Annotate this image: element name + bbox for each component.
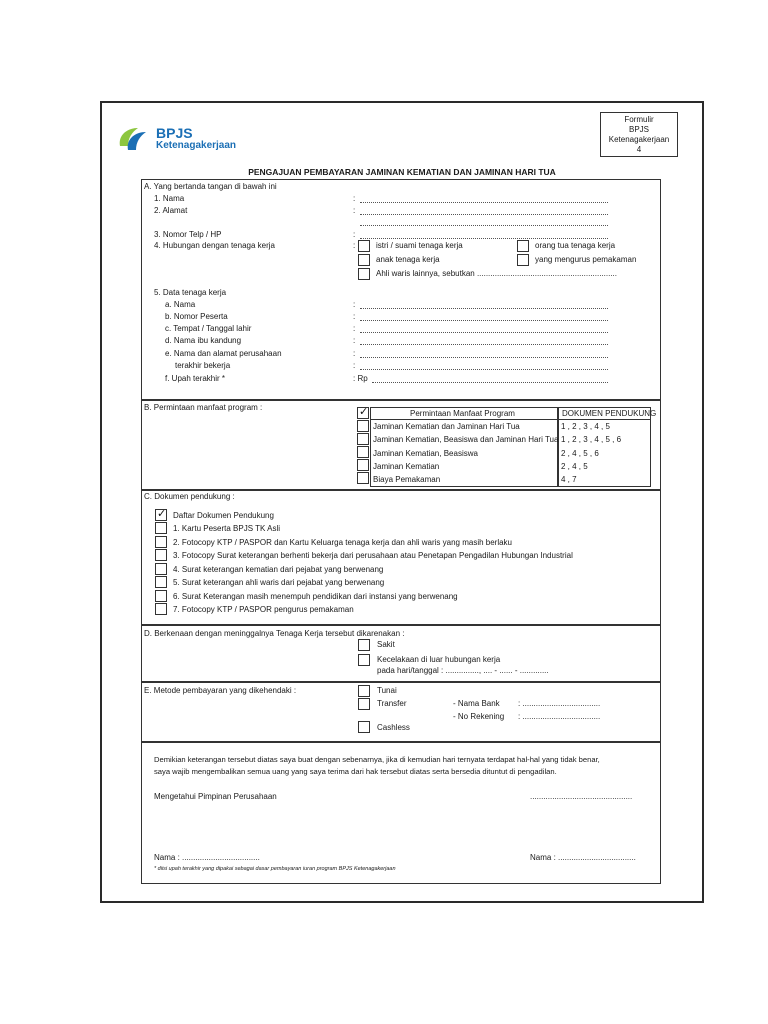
checkbox-doc-7[interactable]: [155, 603, 167, 615]
checkbox-doc-4[interactable]: [155, 563, 167, 575]
checkbox-istri[interactable]: [358, 240, 370, 252]
label-data-tenaga-kerja: 5. Data tenaga kerja: [154, 288, 227, 297]
logo-word: BPJS: [156, 125, 193, 141]
doc-item: 5. Surat keterangan ahli waris dari pejabat yang berwenang: [173, 578, 385, 587]
input-tk-nama[interactable]: [360, 308, 608, 309]
doc-item: 3. Fotocopy Surat keterangan berhenti bekerja dari perusahaan atau Penetapan Pengadilan Hubungan Industrial: [173, 551, 573, 560]
input-alamat-2[interactable]: [360, 225, 608, 226]
option-orang-tua: orang tua tenaga kerja: [535, 241, 616, 250]
checkbox-cashless[interactable]: [358, 721, 370, 733]
label-tk-ibu: d. Nama ibu kandung: [165, 336, 242, 345]
label-telp: 3. Nomor Telp / HP: [154, 230, 222, 239]
checkbox-program-5[interactable]: [357, 472, 369, 484]
label-hubungan: 4. Hubungan dengan tenaga kerja: [154, 241, 275, 250]
section-a-heading: A. Yang bertanda tangan di bawah ini: [144, 182, 277, 191]
section-d-heading: D. Berkenaan dengan meninggalnya Tenaga Kerja tersebut dikarenakan :: [144, 629, 405, 638]
doc-item: 4. Surat keterangan kematian dari pejabat yang berwenang: [173, 565, 384, 574]
option-cashless: Cashless: [377, 723, 410, 732]
program-docs: 2 , 4 , 5: [561, 462, 588, 471]
option-ahli-waris: Ahli waris lainnya, sebutkan ...............................................................: [376, 269, 617, 278]
input-tk-nomor[interactable]: [360, 320, 608, 321]
bpjs-logo-mark: [116, 124, 154, 156]
field-tanggal[interactable]: pada hari/tanggal : ..............., .... - ...... - .............: [377, 666, 549, 675]
label-mengetahui: Mengetahui Pimpinan Perusahaan: [154, 792, 277, 801]
colon: :: [353, 361, 356, 370]
section-c-heading: C. Dokumen pendukung :: [144, 492, 235, 501]
option-tunai: Tunai: [377, 686, 397, 695]
doc-item: Daftar Dokumen Pendukung: [173, 511, 274, 520]
checkbox-program-4[interactable]: [357, 459, 369, 471]
option-sakit: Sakit: [377, 640, 395, 649]
table-header-rule: [370, 419, 651, 420]
checkbox-tunai[interactable]: [358, 685, 370, 697]
program-row: Jaminan Kematian: [373, 462, 440, 471]
checkbox-ahli-waris[interactable]: [358, 268, 370, 280]
input-telp[interactable]: [360, 238, 608, 239]
input-tk-upah[interactable]: [372, 382, 608, 383]
option-pengurus: yang mengurus pemakaman: [535, 255, 637, 264]
input-tk-ttl[interactable]: [360, 332, 608, 333]
program-docs: 1 , 2 , 3 , 4 , 5: [561, 422, 610, 431]
checkbox-doc-1[interactable]: [155, 522, 167, 534]
col-header-docs: DOKUMEN PENDUKUNG: [562, 409, 657, 418]
label-no-rekening: - No Rekening: [453, 712, 505, 721]
form-code-line: BPJS: [628, 125, 649, 134]
col-header-program: Permintaan Manfaat Program: [410, 409, 515, 418]
input-nama[interactable]: [360, 202, 608, 203]
program-row: Jaminan Kematian dan Jaminan Hari Tua: [373, 422, 520, 431]
form-code-line: 4: [636, 145, 642, 154]
input-nama-bank[interactable]: : ...................................: [518, 699, 601, 708]
checkbox-anak[interactable]: [358, 254, 370, 266]
option-transfer: Transfer: [377, 699, 407, 708]
label-tk-perusahaan-2: terakhir bekerja: [175, 361, 231, 370]
doc-item: 7. Fotocopy KTP / PASPOR pengurus pemakaman: [173, 605, 354, 614]
input-tk-perusahaan-2[interactable]: [360, 369, 608, 370]
program-docs: 4 , 7: [561, 475, 577, 484]
checkbox-doc-3[interactable]: [155, 549, 167, 561]
colon: :: [353, 324, 356, 333]
form-code-box: [600, 112, 678, 157]
checkbox-kecelakaan[interactable]: [358, 654, 370, 666]
input-alamat[interactable]: [360, 214, 608, 215]
section-b-heading: B. Permintaan manfaat program :: [144, 403, 263, 412]
checkbox-daftar[interactable]: [155, 509, 167, 521]
option-kecelakaan: Kecelakaan di luar hubungan kerja: [377, 655, 501, 664]
checkbox-transfer[interactable]: [358, 698, 370, 710]
colon: :: [353, 349, 356, 358]
checkbox-program-header[interactable]: [357, 407, 369, 419]
input-no-rekening[interactable]: : ...................................: [518, 712, 601, 721]
colon: :: [353, 312, 356, 321]
label-rp: : Rp: [353, 374, 368, 383]
colon: :: [353, 230, 356, 239]
checkbox-orang-tua[interactable]: [517, 240, 529, 252]
colon: :: [353, 300, 356, 309]
input-tk-ibu[interactable]: [360, 344, 608, 345]
checkbox-doc-5[interactable]: [155, 576, 167, 588]
label-tk-upah: f. Upah terakhir *: [165, 374, 226, 383]
checkbox-sakit[interactable]: [358, 639, 370, 651]
doc-item: 1. Kartu Peserta BPJS TK Asli: [173, 524, 281, 533]
statement-line-1: Demikian keterangan tersebut diatas saya buat dengan sebenarnya, jika di kemudian hari ternyata terdapat hal-hal yang tidak benar,: [154, 755, 600, 764]
program-row: Biaya Pemakaman: [373, 475, 441, 484]
statement-line-2: saya wajib mengembalikan semua uang yang saya terima dari hak tersebut diatas serta bersedia dituntut di pengadilan.: [154, 767, 557, 776]
colon: :: [353, 206, 356, 215]
doc-item: 2. Fotocopy KTP / PASPOR dan Kartu Keluarga tenaga kerja dan ahli waris yang masih berlaku: [173, 538, 512, 547]
footnote: * diisi upah terakhir yang dipakai sebagai dasar pembayaran iuran program BPJS Ketenagakerjaan: [154, 866, 396, 872]
signature-line[interactable]: ..............................................: [530, 792, 633, 801]
program-row: Jaminan Kematian, Beasiswa dan Jaminan Hari Tua: [373, 435, 559, 444]
colon: :: [353, 194, 356, 203]
checkbox-program-2[interactable]: [357, 433, 369, 445]
program-docs: 2 , 4 , 5 , 6: [561, 449, 599, 458]
colon: :: [353, 336, 356, 345]
form-code-line: Formulir: [624, 115, 654, 124]
program-row: Jaminan Kematian, Beasiswa: [373, 449, 478, 458]
option-istri: istri / suami tenaga kerja: [376, 241, 463, 250]
checkbox-program-1[interactable]: [357, 420, 369, 432]
checkbox-pengurus[interactable]: [517, 254, 529, 266]
label-alamat: 2. Alamat: [154, 206, 188, 215]
input-tk-perusahaan[interactable]: [360, 357, 608, 358]
option-anak: anak tenaga kerja: [376, 255, 440, 264]
label-tk-nomor: b. Nomor Peserta: [165, 312, 228, 321]
form-title: PENGAJUAN PEMBAYARAN JAMINAN KEMATIAN DAN JAMINAN HARI TUA: [248, 167, 556, 177]
checkbox-doc-6[interactable]: [155, 590, 167, 602]
checkbox-doc-2[interactable]: [155, 536, 167, 548]
label-nama-bank: - Nama Bank: [453, 699, 500, 708]
label-tk-nama: a. Nama: [165, 300, 196, 309]
program-docs: 1 , 2 , 3 , 4 , 5 , 6: [561, 435, 622, 444]
logo-subtitle: Ketenagakerjaan: [156, 140, 237, 151]
name-left[interactable]: Nama : ...................................: [154, 853, 260, 862]
doc-item: 6. Surat Keterangan masih menempuh pendidikan dari instansi yang berwenang: [173, 592, 458, 601]
label-tk-perusahaan: e. Nama dan alamat perusahaan: [165, 349, 282, 358]
form-code-line: Ketenagakerjaan: [608, 135, 670, 144]
section-e-heading: E. Metode pembayaran yang dikehendaki :: [144, 686, 297, 695]
label-tk-ttl: c. Tempat / Tanggal lahir: [165, 324, 252, 333]
bpjs-logo: [116, 124, 246, 156]
colon: :: [353, 241, 356, 250]
checkbox-program-3[interactable]: [357, 446, 369, 458]
name-right[interactable]: Nama : ...................................: [530, 853, 636, 862]
label-nama: 1. Nama: [154, 194, 185, 203]
